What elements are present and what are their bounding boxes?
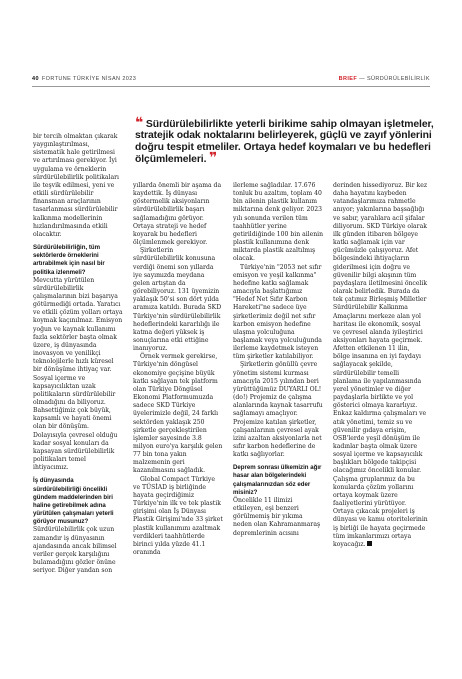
page-number: 40 (32, 76, 39, 82)
pull-quote (135, 115, 435, 167)
paragraph: Örnek vermek gerekirse, Türkiye'nin döngüsel ekonomiye geçişine büyük katkı sağlayan tek platform olan Türkiye Döngüsel Ekonomi Platformumuzda sadece SKD Türkiye üyelerimizle değil, 24 farklı sektörden yaklaşık 250 şirketle gerçekleştirilen işlemler sayesinde 3.8 milyon euro'ya karşılık gelen 77 bin tona yakın malzemenin geri kazanılmasını sağladık. (133, 353, 223, 475)
section-name: — SÜRDÜRÜLEBİLİRLİK (359, 76, 430, 82)
paragraph: bir tercih olmaktan çıkarak yaygınlaştırılması, sistematik hale getirilmesi ve artırılması gerekiyor. İyi uygulama ve örneklerin sürdürülebilirlik politikaları ile teşvik edilmesi, yeni ve etkili sürdürülebilir finansman araçlarının tasarlanması sürdürülebilir kalkınma modellerinin hızlandırılmasında etkili olacaktır. (33, 133, 120, 238)
open-quote-icon: ❝ (135, 115, 144, 131)
paragraph: ilerleme sağladılar. 17.676 tonluk bu azaltım, toplam 40 bin ailenin plastik kullanım miktarına denk geliyor. 2023 yılı sonunda verilen tüm taahhütler yerine getirildiğinde 100 bin ailenin plastik kullanımına denk miktarda plastik azaltılmış olacak. (233, 182, 323, 263)
header-right (339, 76, 430, 82)
paragraph: Şirketlerin gönüllü çevre yönetim sistemi kurması amacıyla 2015 yılından beri yürüttüğümüz DUYARLI OL! (do!) Projemiz de çalışma alanlarında kaynak tasarrufu sağlamayı amaçlıyor. Projemize katılan şirketler, çalışanlarının çevresel ayak izini azaltan aksiyonlarla net sıfır karbon hedeflerine de katkı sağlıyorlar. (233, 361, 323, 459)
paragraph: Global Compact Türkiye ve TÜSİAD iş birliğinde hayata geçirdiğimiz Türkiye'nin ilk ve tek plastik girişimi olan İş Dünyası Plastik Girişimi'nde 33 şirket plastik kullanımını azaltmak verdikleri taahhütlerde birinci yılda yüzde 41.1 oranında (133, 475, 223, 557)
section-tag: BRIEF (338, 76, 358, 82)
paragraph: Mevcutta yürütülen sürdürülebilirlik çalışmalarının bizi başarıya götürmediği ortada. Yaratıcı ve etkili çözüm yolları ortaya koymak kaçınılmaz. Emisyon yoğun ve kaynak kullanımı fazla sektörler başta olmak üzere, iş dünyasında inovasyon ve yenilikçi teknolojilerle hızlı küresel bir dönüşüme ihtiyaç var. Sosyal içerme ve kapsayıcılıktan uzak politikaların sürdürülebilir olmadığını da biliyoruz. Bahsettiğimiz çok büyük, kapsamlı ve hayati önemi olan bir dönüşüm. Dolayısıyla çevresel olduğu kadar sosyal konuları da kapsayan sürdürülebilirlik politikaları temel ihtiyacımız. (33, 276, 123, 472)
paragraph: yıllarda önemli bir aşama da kaydettik. İş dünyası göstermelik aksiyonların sürdürülebilirlik başarı sağlamadığını görüyor. Ortaya strateji ve hedef koyarak bu hedefleri ölçümlenmek gerekiyor. (133, 182, 222, 247)
article-column-4 (333, 182, 428, 549)
header-left (32, 76, 136, 82)
paragraph: Öncelikle 11 ilimizi etkileyen, eşi benzeri görülmemiş bir yıkıma neden olan Kahramanmaraş depremlerinin acısını (233, 496, 321, 537)
paragraph (333, 182, 428, 549)
pull-quote-text: Sürdürülebilirlikte yeterli birikime sahip olmayan işletmeler, stratejik odak noktalarını belirleyerek, güçlü ve zayıf yönlerini doğru tespit etmeliler. Ortaya hedef koymaları ve bu hedefleri ölçümlemeleri. (135, 119, 434, 166)
paragraph: Şirketlerin sürdürülebilirlik konusuna verdiği önemi son yıllarda iye sayımızda meydana gelen artıştan da görebiliyoruz. 131 üyemizin yaklaşık 50'si son dört yılda aramıza katıldı. Burada SKD Türkiye'nin sürdürülebilirlik hedeflerindeki kararlılığı ile katma değeri yüksek iş sonuçlarına etki ettiğine inanıyoruz. (133, 247, 222, 353)
interview-question: İş dünyasında sürdürülebilirliği öncelikli gündem maddelerinden biri haline getirebilmek adına yürütülen çalışmaları yeterli görüyor musunuz? (33, 477, 114, 526)
paragraph: Sürdürülebilirlik çok uzun zamandır iş dünyasının ajandasında ancak bilimsel veriler gerçek karşılığını bulamadığını gözler önüne seriyor. Diğer yandan son (33, 526, 117, 575)
header-divider (32, 86, 430, 87)
end-of-article-icon (367, 541, 372, 546)
interview-question: Sürdürülebilirliğin, tüm sektörlerde örneklerini artırabilmek için nasıl bir politika izlenmeli? (33, 244, 105, 276)
article-column-3 (233, 182, 323, 538)
article-column-2 (133, 182, 223, 557)
article-column-1 (33, 133, 123, 575)
interview-question: Deprem sonrası ülkemizin ağır hasar alan bölgelerindeki çalışmalarınızdan söz eder misiniz? (233, 464, 322, 496)
page-header (32, 76, 430, 86)
paragraph: Türkiye'nin "2053 net sıfır emisyon ve yeşil kalkınma" hedefine katkı sağlamak amacıyla başlattığımız "Hedef Net Sıfır Karbon Hareketi"ne sadece üye şirketlerimiz değil net sıfır karbon emisyon hedefine ulaşma yolculuğuna başlamak veya yolculuğunda ilerleme kaydetmek isteyen tüm şirketler katılabiliyor. (233, 263, 322, 361)
close-quote-icon: ❞ (209, 150, 218, 167)
paragraph-text: derinden hissediyoruz. Bir kez daha hayatını kaybeden vatandaşlarımıza rahmetle anıyor; yakınlarına başsağlığı ve sabır, yaralılara acil şifalar diliyorum. SKD Türkiye olarak ilk günden itibaren bölgeye katkı sağlamak için var gücümüzle çalışıyoruz. Afet bölgesindeki ihtiyaçların giderilmesi için doğru ve güvenilir bilgi akışının tüm paydaşlara iletilmesini öncelik olarak belirledik. Burada da tek çatımız Birleşmiş Milletler Sürdürülebilir Kalkınma Amaçlarını merkeze alan yol haritası ile ekonomik, sosyal ve çevresel alanda iyileştirici aksiyonları hayata geçirmek. Afetten etkilenen 11 ilin, bölge insanına en iyi faydayı sağlayacak şekilde, sürdürülebilir temelli planlama ile yapılanmasında yerel yönetimler ve diğer paydaşlarla birlikte ve yol gösterici olmaya kararlıyız. Enkaz kaldırma çalışmaları ve atık yönetimi, temiz su ve güvenilir gıdaya erişim, OSB'lerde yeşil dönüşüm ile kadınlar başta olmak üzere sosyal içerme ve kapsayıcılık başlıkları bölgede takipçisi olacağımız öncelikli konular. Çalışma gruplarımız da bu konularda çözüm yollarını ortaya koymak üzere faaliyetlerini yürütüyor. Ortaya çıkacak projeleri iş dünyası ve kamu otoritelerinin iş birliği ile hayata geçirmede tüm imkanlarımızı ortaya koyacağız. (333, 182, 428, 548)
magazine-issue: FORTUNE TÜRKİYE NİSAN 2023 (41, 76, 137, 82)
